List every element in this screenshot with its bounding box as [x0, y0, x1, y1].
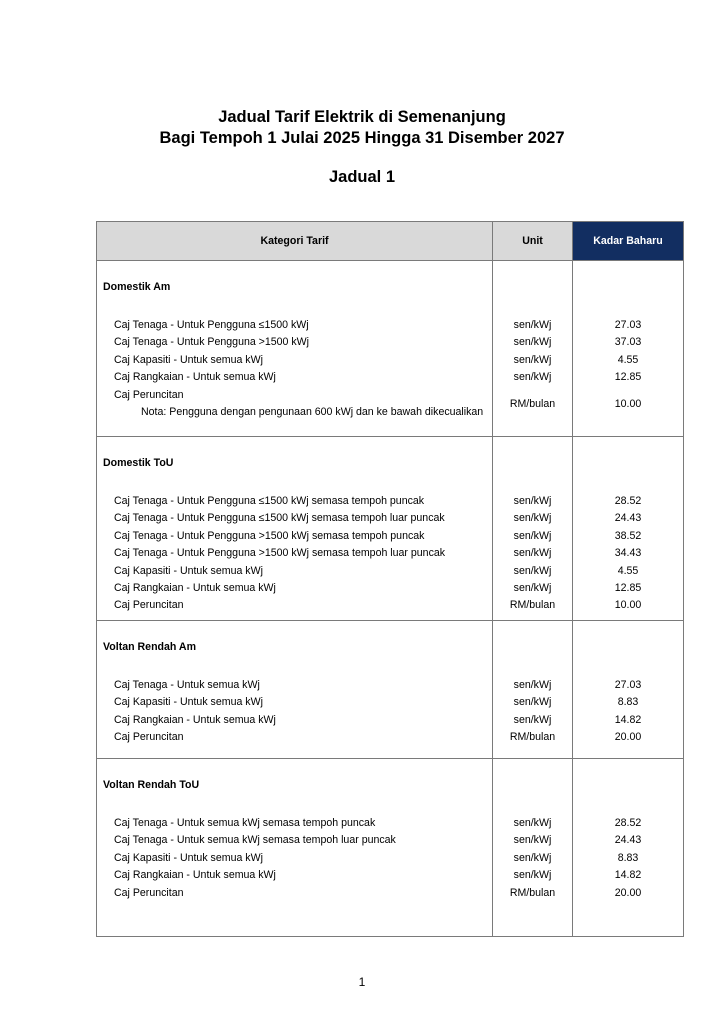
section-category-cell	[97, 261, 493, 437]
row-rate: 8.83	[617, 851, 639, 864]
row-rate: 14.82	[614, 869, 642, 882]
row-rate: 10.00	[614, 599, 642, 612]
section-rate-cell	[573, 759, 684, 937]
section-title: Domestik Am	[103, 281, 171, 293]
row-label: Caj Peruncitan	[114, 886, 184, 899]
row-note: Nota: Pengguna dengan pengunaan 600 kWj dan ke bawah dikecualikan	[141, 405, 484, 418]
row-label: Caj Tenaga - Untuk Pengguna >1500 kWj semasa tempoh puncak	[114, 529, 425, 542]
header-category: Kategori Tarif	[97, 222, 493, 261]
row-unit: sen/kWj	[513, 581, 552, 594]
row-label: Caj Kapasiti - Untuk semua kWj	[114, 696, 263, 709]
row-unit: sen/kWj	[513, 817, 552, 829]
row-unit: sen/kWj	[513, 512, 552, 525]
header-unit: Unit	[493, 222, 573, 261]
row-rate: 38.52	[614, 529, 642, 542]
row-rate: 4.55	[617, 564, 639, 577]
section-unit-cell	[493, 437, 573, 621]
document-title	[0, 107, 724, 149]
row-rate: 8.83	[617, 696, 639, 709]
section-title: Voltan Rendah Am	[103, 641, 196, 653]
row-label: Caj Rangkaian - Untuk semua kWj	[114, 869, 276, 882]
section-unit-cell	[493, 621, 573, 759]
table-header-row	[97, 222, 684, 261]
row-rate: 10.00	[614, 397, 642, 410]
row-unit: sen/kWj	[513, 353, 552, 366]
section-title: Voltan Rendah ToU	[103, 779, 200, 791]
row-unit: RM/bulan	[509, 599, 556, 612]
row-label: Caj Rangkaian - Untuk semua kWj	[114, 581, 276, 594]
row-unit: sen/kWj	[513, 371, 552, 384]
row-unit: RM/bulan	[509, 731, 556, 744]
row-unit: sen/kWj	[513, 495, 552, 507]
section-title: Domestik ToU	[103, 457, 174, 469]
section-rate-cell	[573, 261, 684, 437]
row-rate: 4.55	[617, 353, 639, 366]
row-rate: 20.00	[614, 731, 642, 744]
page-number: 1	[358, 975, 366, 989]
row-unit: RM/bulan	[509, 397, 556, 410]
row-unit: sen/kWj	[513, 851, 552, 864]
row-unit: sen/kWj	[513, 696, 552, 709]
row-label: Caj Peruncitan	[114, 731, 184, 744]
row-unit: sen/kWj	[513, 679, 552, 691]
row-unit: RM/bulan	[509, 886, 556, 899]
row-rate: 28.52	[614, 495, 642, 507]
tariff-section	[97, 437, 684, 621]
row-unit: sen/kWj	[513, 336, 552, 349]
section-category-cell	[97, 759, 493, 937]
row-label: Caj Rangkaian - Untuk semua kWj	[114, 713, 276, 726]
row-rate: 12.85	[614, 371, 642, 384]
section-rate-cell	[573, 621, 684, 759]
row-label-text: Caj Peruncitan	[114, 388, 184, 401]
row-unit: sen/kWj	[513, 547, 552, 560]
section-category-cell	[97, 621, 493, 759]
row-rate: 27.03	[614, 679, 642, 691]
row-label: Caj Tenaga - Untuk Pengguna >1500 kWj semasa tempoh luar puncak	[114, 547, 446, 560]
row-unit: sen/kWj	[513, 564, 552, 577]
row-rate: 28.52	[614, 817, 642, 829]
row-rate: 27.03	[614, 319, 642, 331]
title-line-1: Jadual Tarif Elektrik di Semenanjung	[218, 108, 506, 126]
section-category-cell	[97, 437, 493, 621]
section-unit-cell	[493, 759, 573, 937]
row-rate: 14.82	[614, 713, 642, 726]
row-label: Caj Tenaga - Untuk semua kWj semasa tempoh luar puncak	[114, 834, 396, 847]
row-label: Caj Kapasiti - Untuk semua kWj	[114, 353, 263, 366]
row-rate: 24.43	[614, 834, 642, 847]
row-label: Caj Peruncitan	[114, 599, 184, 612]
row-unit: sen/kWj	[513, 869, 552, 882]
header-rate: Kadar Baharu	[573, 222, 684, 261]
row-label: Caj Rangkaian - Untuk semua kWj	[114, 371, 276, 384]
section-unit-cell	[493, 261, 573, 437]
row-label: Caj Tenaga - Untuk Pengguna >1500 kWj	[114, 336, 310, 349]
tariff-section	[97, 261, 684, 437]
tariff-table	[96, 221, 684, 937]
row-rate: 20.00	[614, 886, 642, 899]
row-unit: sen/kWj	[513, 713, 552, 726]
row-label: Caj Kapasiti - Untuk semua kWj	[114, 564, 263, 577]
row-label: Caj Tenaga - Untuk semua kWj semasa tempoh puncak	[114, 817, 376, 829]
row-rate: 24.43	[614, 512, 642, 525]
row-label: Caj Kapasiti - Untuk semua kWj	[114, 851, 263, 864]
tariff-section	[97, 759, 684, 937]
title-line-2: Bagi Tempoh 1 Julai 2025 Hingga 31 Disember 2027	[159, 129, 565, 147]
row-rate: 12.85	[614, 581, 642, 594]
row-label: Caj Tenaga - Untuk semua kWj	[114, 679, 260, 691]
row-label: Caj Tenaga - Untuk Pengguna ≤1500 kWj semasa tempoh luar puncak	[114, 512, 445, 525]
row-unit: sen/kWj	[513, 834, 552, 847]
section-rate-cell	[573, 437, 684, 621]
row-label: Caj Tenaga - Untuk Pengguna ≤1500 kWj	[114, 319, 309, 331]
row-unit: sen/kWj	[513, 529, 552, 542]
table-subtitle: Jadual 1	[328, 168, 396, 186]
row-label	[97, 387, 492, 422]
row-rate: 34.43	[614, 547, 642, 560]
row-rate: 37.03	[614, 336, 642, 349]
row-label: Caj Tenaga - Untuk Pengguna ≤1500 kWj semasa tempoh puncak	[114, 495, 425, 507]
tariff-section	[97, 621, 684, 759]
row-unit: sen/kWj	[513, 319, 552, 331]
